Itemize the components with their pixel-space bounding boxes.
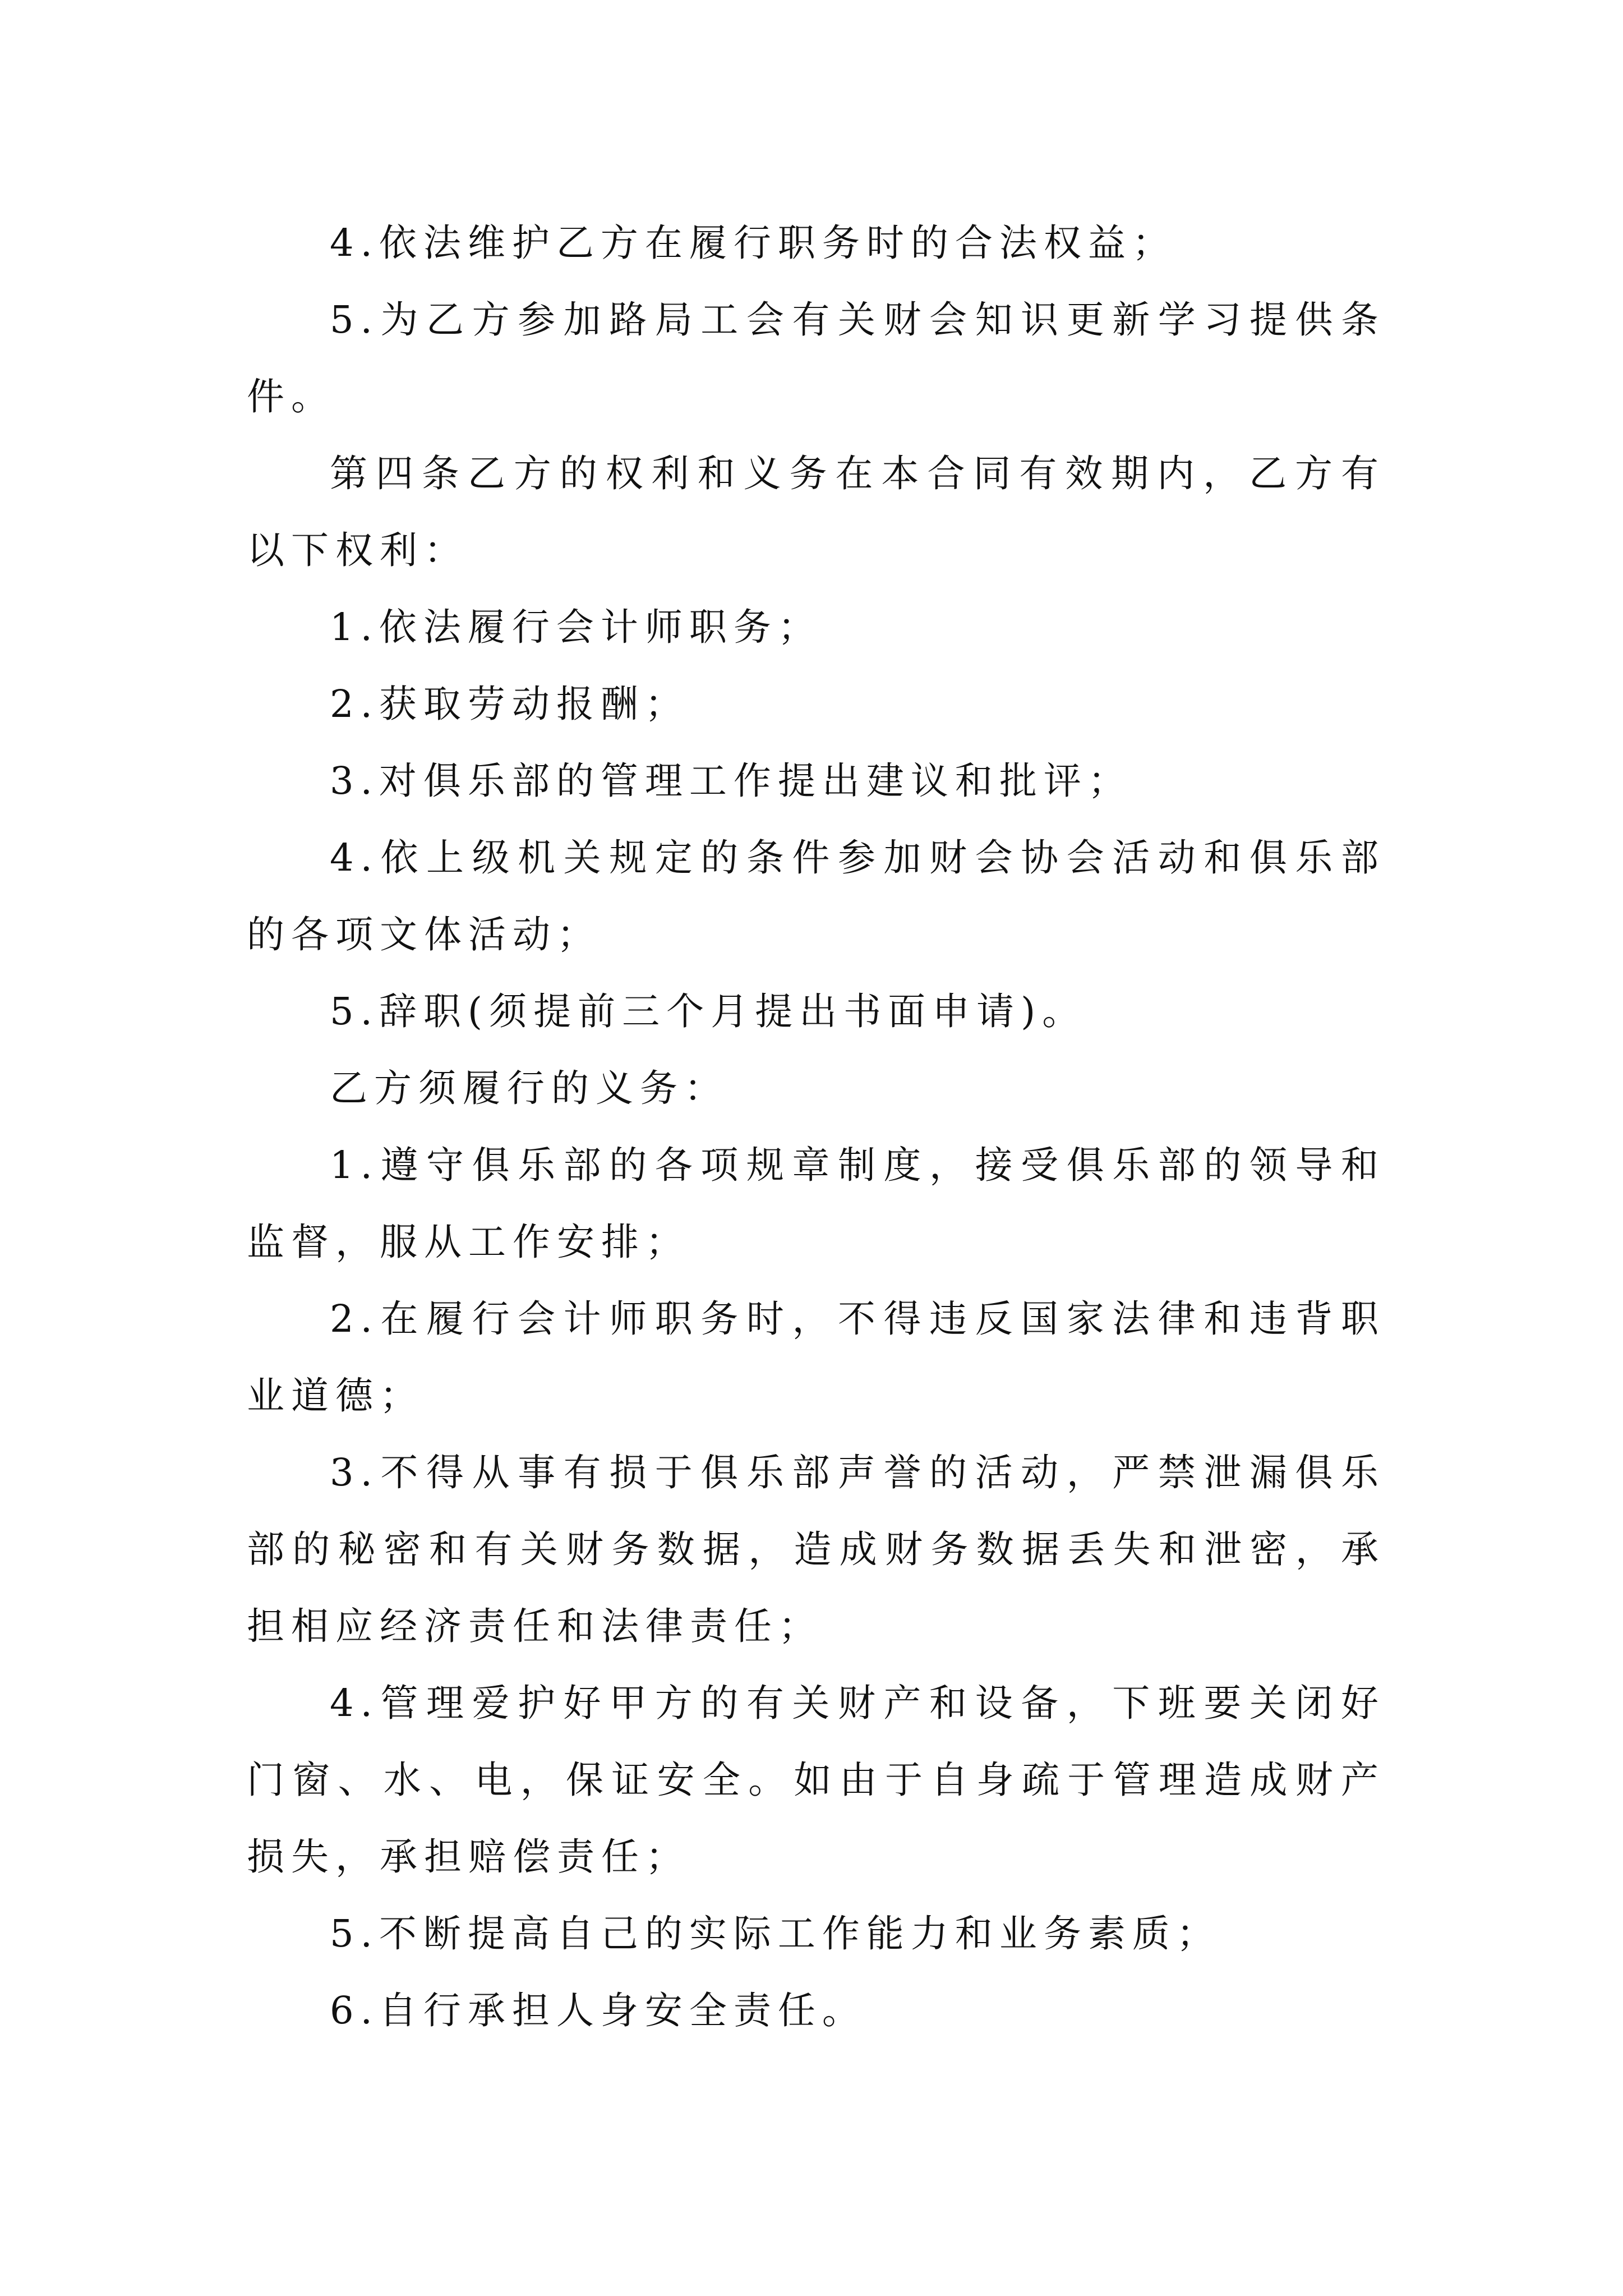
document-body: [247, 205, 1385, 2049]
paragraph-right-2: 2.获取劳动报酬；: [330, 682, 689, 726]
paragraph-obligation-3: 3.不得从事有损于俱乐部声誉的活动，严禁泄漏俱乐部的秘密和有关财务数据，造成财务数据丢失和泄密，承担相应经济责任和法律责任；: [247, 1451, 1385, 1648]
paragraph-obligations-heading: 乙方须履行的义务：: [330, 1066, 728, 1110]
paragraph-right-1: 1.依法履行会计师职务；: [330, 605, 822, 649]
paragraph-right-5: 5.辞职(须提前三个月提出书面申请)。: [330, 990, 1087, 1033]
paragraph-right-4: 4.依上级机关规定的条件参加财会协会活动和俱乐部的各项文体活动；: [247, 836, 1385, 956]
paragraph-obligation-2: 2.在履行会计师职务时，不得违反国家法律和违背职业道德；: [247, 1297, 1385, 1418]
paragraph-right-3: 3.对俱乐部的管理工作提出建议和批评；: [330, 759, 1132, 803]
paragraph-obligation-6: 6.自行承担人身安全责任。: [330, 1989, 866, 2032]
paragraph-article-4-heading: 第四条乙方的权利和义务在本合同有效期内，乙方有以下权利：: [247, 452, 1385, 572]
paragraph-employer-duty-4: 4.依法维护乙方在履行职务时的合法权益；: [330, 221, 1177, 265]
paragraph-obligation-4: 4.管理爱护好甲方的有关财产和设备，下班要关闭好门窗、水、电，保证安全。如由于自身疏于管理造成财产损失，承担赔偿责任；: [247, 1681, 1385, 1879]
paragraph-employer-duty-5: 5.为乙方参加路局工会有关财会知识更新学习提供条件。: [247, 298, 1385, 418]
paragraph-obligation-1: 1.遵守俱乐部的各项规章制度，接受俱乐部的领导和监督，服从工作安排；: [247, 1143, 1385, 1264]
paragraph-obligation-5: 5.不断提高自己的实际工作能力和业务素质；: [330, 1912, 1221, 1955]
